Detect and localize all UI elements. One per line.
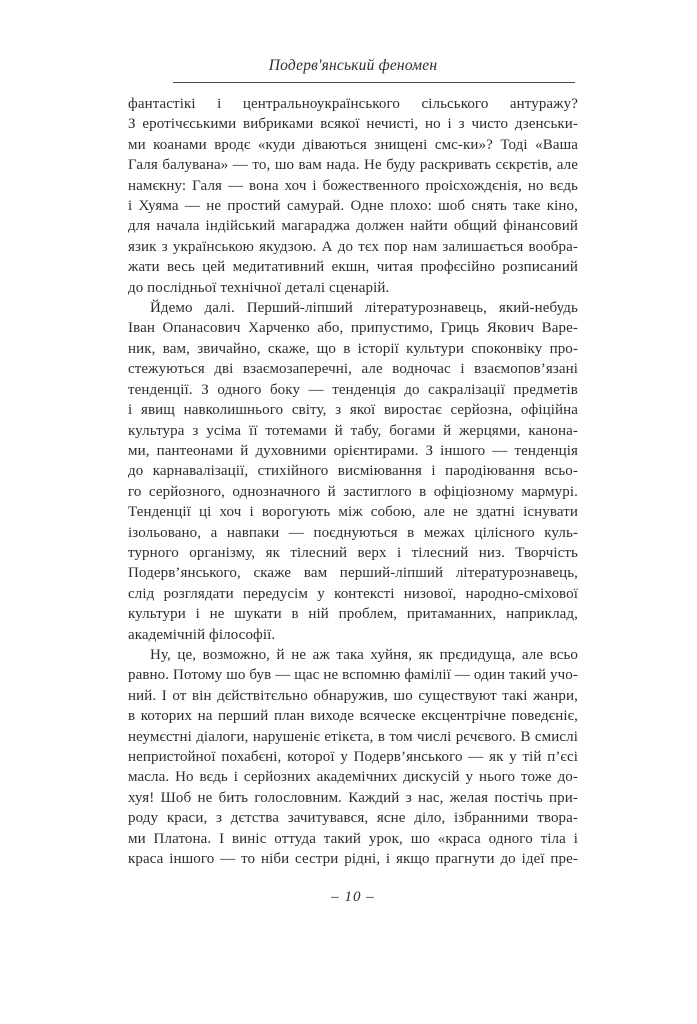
text-line: для начала індійський магараджа должен найти общий фінансовий xyxy=(128,218,578,235)
header-rule xyxy=(173,82,575,83)
text-line: ник, вам, звичайно, скаже, що в історії культури споконвіку про- xyxy=(128,340,578,357)
text-line: Подерв’янського, скаже вам перший-ліпший літературознавець, xyxy=(128,565,578,582)
text-line: в которих на перший план виходе всяческе ексцентрічне поведєніє, xyxy=(128,708,578,725)
text-line: Ну, це, возможно, й не аж така хуйня, як прєдидуща, але всьо xyxy=(150,646,578,663)
text-line: неумєстні діалоги, нарушеніє етікєта, в том числі рєчєвого. В смислі xyxy=(128,728,578,745)
text-line: Іван Опанасович Харченко або, припустимо, Гриць Якович Варе- xyxy=(128,320,578,337)
text-line: язик з українською якудзою. А до тєх пор нам залишається вообра- xyxy=(128,238,578,255)
body-text xyxy=(128,94,578,869)
text-line: і Хуяма — не простий самурай. Одне плохо: шоб снять таке кіно, xyxy=(128,198,578,215)
text-line: стежуються дві взаємозаперечні, але водночас і взаємопов’язані xyxy=(128,361,578,378)
text-line: хуя! Шоб не бить голословним. Каждий з нас, желая постічь при- xyxy=(128,789,578,806)
text-line: і явищ навколишнього світу, з якої виростає серйозна, офіційна xyxy=(128,402,578,419)
text-line: до карнавалізації, стихійного висміювання і пародіювання всьо- xyxy=(128,463,578,480)
running-header xyxy=(128,57,578,75)
text-line: непристойної похабєні, которої у Подерв’янського — як у тій п’єсі xyxy=(128,749,578,765)
text-line: ми коанами вродє «куди діваються знищені смс-ки»? Тоді «Ваша xyxy=(128,136,578,153)
text-line: Тенденції ці хоч і ворогують між собою, але не здатні існувати xyxy=(128,504,578,521)
text-line: ізольовано, а навпаки — поєднуються в межах цілісного куль- xyxy=(128,524,578,541)
text-line: краса іншого — то ніби сестри рідні, і якщо прагнути до ідеї пре- xyxy=(128,851,578,868)
text-line: Галя балувана» — то, шо вам нада. Не буду раскривать сєкрєтів, але xyxy=(128,157,578,174)
text-line: культури і не шукати в ній проблем, притаманних, наприклад, xyxy=(128,606,578,623)
text-line: Йдемо далі. Перший-ліпший літературознавець, який-небудь xyxy=(150,300,578,317)
text-line: жати весь цей медитативний екшн, читая профєсійно розписаний xyxy=(128,259,578,276)
text-line: турного організму, як тілесний верх і тілесний низ. Творчість xyxy=(128,544,578,561)
running-header-title: Подерв'янський феномен xyxy=(268,57,438,74)
text-line: роду краси, з дєтства зачитувався, ясне діло, ізбранними твора- xyxy=(128,810,578,827)
text-line: слід розглядати передусім у контексті низової, народно-сміхової xyxy=(128,585,578,602)
text-line: культура з усіма її тотемами й табу, богами й жерцями, канона- xyxy=(128,422,578,439)
text-line: масла. Но вєдь і серйозних академічних дискусій у нього тоже до- xyxy=(128,769,578,786)
text-line: фантастікі і центральноукраїнського сільського антуражу? xyxy=(128,96,578,112)
text-line: З еротічєськими вибриками всякої нечисті, но і з чисто дзенськи- xyxy=(128,116,578,133)
text-line: ми Платона. І виніс оттуда такий урок, шо «краса одного тіла і xyxy=(128,830,578,847)
text-line: тенденції. З одного боку — тенденція до сакралізації предметів xyxy=(128,381,578,398)
text-line: равно. Потому шо був — щас не вспомню фамілії — один такий учо- xyxy=(128,667,578,684)
text-line: ний. І от він дєйствітєльно обнаружив, шо существуют такі жанри, xyxy=(128,687,578,704)
page-footer xyxy=(128,888,578,906)
text-line: академічній філософії. xyxy=(128,626,276,643)
text-line: до послідньої технічної деталі сценарій. xyxy=(128,279,390,296)
page-number: – 10 – xyxy=(331,889,375,905)
text-line: го серйозного, однозначного й застиглого в офіціозному мармурі. xyxy=(128,483,578,500)
text-line: ми, пантеонами й духовними орієнтирами. З іншого — тенденція xyxy=(128,442,578,459)
text-line: намєкну: Галя — вона хоч і божественного проісхождєнія, но вєдь xyxy=(128,177,578,194)
